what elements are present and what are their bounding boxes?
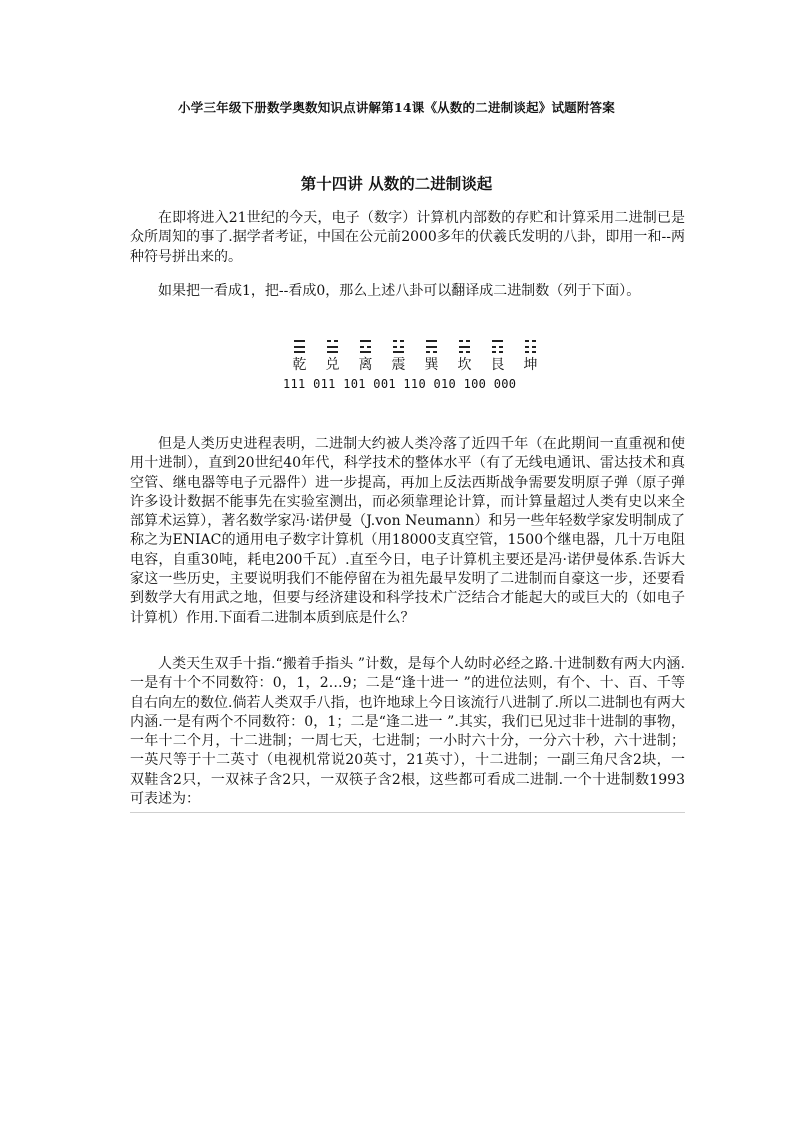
- trigram: [349, 340, 382, 373]
- trigram-name: 坤: [523, 357, 538, 373]
- trigram: [481, 340, 514, 373]
- trigram-symbol-icon: [393, 340, 404, 353]
- trigram-symbol-icon: [426, 340, 437, 353]
- trigram: [283, 340, 316, 373]
- trigram: [514, 340, 547, 373]
- trigram-name: 巽: [424, 357, 439, 373]
- trigram-name: 震: [391, 357, 406, 373]
- paragraph-translation: 如果把一看成1，把--看成0，那么上述八卦可以翻译成二进制数（列于下面）。: [158, 283, 641, 299]
- document-title: 小学三年级下册数学奥数知识点讲解第14课《从数的二进制谈起》试题附答案: [178, 100, 615, 115]
- trigram-name: 乾: [292, 357, 307, 373]
- paragraph-intro: 在即将进入21世纪的今天，电子（数字）计算机内部数的存贮和计算采用二进制已是众所周知的事了.据学者考证，中国在公元前2000多年的伏羲氏发明的八卦，即用一和--两种符号拼出来的。: [130, 210, 685, 265]
- trigram-name: 离: [358, 357, 373, 373]
- binary-values-row: 111 011 101 001 110 010 100 000: [283, 377, 517, 391]
- paragraph-history: 但是人类历史进程表明，二进制大约被人类冷落了近四千年（在此期间一直重视和使用十进制），直到20世纪40年代，科学技术的整体水平（有了无线电通讯、雷达技术和真空管、继电器等电子元器件）进一步提高，再加上反法西斯战争需要发明原子弹（原子弹许多设计数据不能事先在实验室测出，而必须靠理论计算，而计算量超过人类有史以来全部算术运算），著名数学家冯·诺伊曼（J.von Neumann）和另一些年轻数学家发明制成了称之为ENIAC的通用电子数字计算机（用18000支真空管，1500个继电器，几十万电阻电容，自重30吨，耗电200千瓦）.直至今日，电子计算机主要还是冯·诺伊曼体系.告诉大家这一些历史，主要说明我们不能停留在为祖先最早发明了二进制而自豪这一步，还要看到数学大有用武之地，但要与经济建设和科学技术广泛结合才能起大的或巨大的（如电子计算机）作用.下面看二进制本质到底是什么？: [130, 436, 685, 626]
- trigram-symbol-icon: [360, 340, 371, 353]
- trigram-symbol-icon: [459, 340, 470, 353]
- trigram-row: [283, 340, 547, 373]
- paragraph-number-systems: 人类天生双手十指.“搬着手指头 ”计数，是每个人幼时必经之路.十进制数有两大内涵.一是有十个不同数符：0，1，2…9；二是“逢十进一 ”的进位法则，有个、十、百、千等自右向左的数位.倘若人类双手八指，也许地球上今日该流行八进制了.所以二进制也有两大内涵.一是有两个不同数符：0，1；二是“逢二进一 ”.其实，我们已见过非十进制的事物，一年十二个月，十二进制；一周七天，七进制；一小时六十分，一分六十秒，六十进制；一英尺等于十二英寸（电视机常说20英寸，21英寸），十二进制；一副三角尺含2块，一双鞋含2只，一双袜子含2只，一双筷子含2根，这些都可看成二进制.一个十进制数1993可表述为：: [130, 656, 685, 808]
- trigram-name: 坎: [457, 357, 472, 373]
- lesson-title: 第十四讲 从数的二进制谈起: [300, 174, 493, 193]
- trigram-symbol-icon: [294, 340, 305, 353]
- trigram-name: 兑: [325, 357, 340, 373]
- trigram: [382, 340, 415, 373]
- trigram-symbol-icon: [492, 340, 503, 353]
- trigram-symbol-icon: [525, 340, 536, 353]
- trigram-symbol-icon: [327, 340, 338, 353]
- trigram: [448, 340, 481, 373]
- divider: [130, 812, 685, 813]
- trigram-name: 艮: [490, 357, 505, 373]
- trigram: [415, 340, 448, 373]
- trigram: [316, 340, 349, 373]
